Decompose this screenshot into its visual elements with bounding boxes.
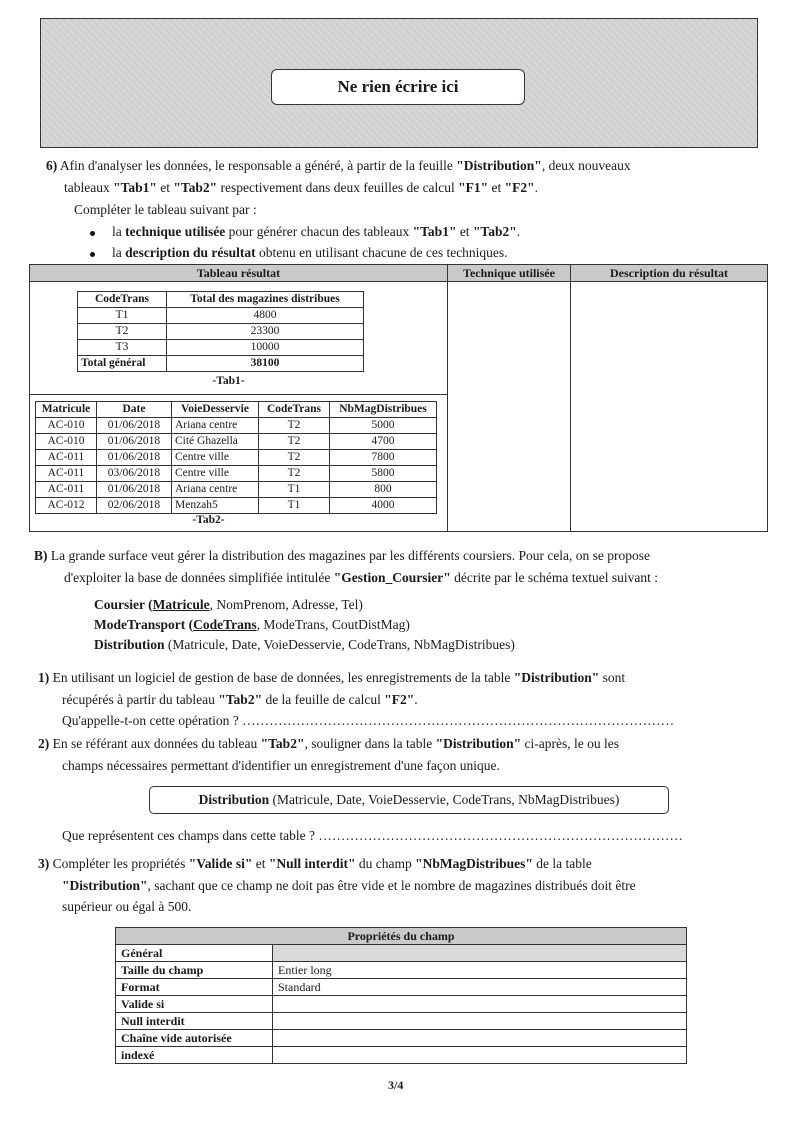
props-chaine-vide-value[interactable] [273,1030,687,1047]
field-properties-table [115,927,687,1064]
table-row: AC-011 03/06/2018 Centre ville T2 5800 [36,466,437,482]
q6-bullet2: la description du résultat obtenu en utilisant chacune de ces techniques. [112,245,508,260]
partb-line1: B) La grande surface veut gérer la distribution des magazines par les différents coursiers. Pour cela, on se propose [34,548,651,563]
table-row-total: Total général 38100 [78,356,364,372]
props-indexe-value[interactable] [273,1047,687,1064]
q6-line1: 6) Afin d'analyser les données, le responsable a généré, à partir de la feuille "Distribution", deux nouveaux [46,158,631,173]
tab1-col-codetrans: CodeTrans [78,292,167,308]
do-not-write-label: Ne rien écrire ici [271,69,525,105]
table-row: Valide si [116,996,687,1013]
schema-coursier: Coursier (Matricule, NomPrenom, Adresse, Tel) [94,597,363,612]
bullet-icon [90,252,95,257]
props-general-tab[interactable]: Général [116,945,273,962]
q6-line2: tableaux "Tab1" et "Tab2" respectivement dans deux feuilles de calcul "F1" et "F2". [64,180,539,195]
tab2-caption: -Tab2- [192,514,225,526]
q2-line2: champs nécessaires permettant d'identifier un enregistrement d'une façon unique. [62,758,500,773]
table-row: T1 4800 [78,308,364,324]
props-null-interdit-value[interactable] [273,1013,687,1030]
schema-distribution: Distribution (Matricule, Date, VoieDesservie, CodeTrans, NbMagDistribues) [94,637,515,652]
q2-answer-line[interactable]: Que représentent ces champs dans cette table ? ……………………………………………………………………… [62,828,683,843]
props-title: Propriétés du champ [116,928,687,945]
q2-line1: 2) En se référant aux données du tableau "Tab2", souligner dans la table "Distribution" ci-après, le ou les [38,736,620,751]
do-not-write-area [40,18,758,148]
q6-instruction: Compléter le tableau suivant par : [74,202,257,217]
props-taille-value[interactable]: Entier long [273,962,687,979]
tab2-cell [30,395,448,532]
tab2-col-voie: VoieDesservie [172,402,259,418]
table-row: indexé [116,1047,687,1064]
tab1-col-total: Total des magazines distribues [167,292,364,308]
table-row: AC-010 01/06/2018 Cité Ghazella T2 4700 [36,434,437,450]
q1-line1: 1) En utilisant un logiciel de gestion de base de données, les enregistrements de la table "Distribution" sont [38,670,626,685]
table-row: AC-011 01/06/2018 Ariana centre T1 800 [36,482,437,498]
table-row: Null interdit [116,1013,687,1030]
page-number: 3/4 [388,1078,404,1092]
table-row: AC-011 01/06/2018 Centre ville T2 7800 [36,450,437,466]
table-row: Format Standard [116,979,687,996]
tab1-caption: -Tab1- [212,375,245,387]
tab1-table [77,291,364,372]
header-description: Description du résultat [571,265,768,282]
props-valide-si-value[interactable] [273,996,687,1013]
table-row: Taille du champ Entier long [116,962,687,979]
q3-line1: 3) Compléter les propriétés "Valide si" et "Null interdit" du champ "NbMagDistribues" de la table [38,856,592,871]
table-row: T3 10000 [78,340,364,356]
q1-answer-line[interactable]: Qu'appelle-t-on cette opération ? …………………………………………………………………………………… [62,713,675,728]
q3-line3: supérieur ou égal à 500. [62,899,192,914]
result-table [29,264,768,532]
tab2-col-nbmag: NbMagDistribues [330,402,437,418]
schema-modetransport: ModeTransport (CodeTrans, ModeTrans, CoutDistMag) [94,617,410,632]
table-row: Chaîne vide autorisée [116,1030,687,1047]
partb-line2: d'exploiter la base de données simplifiée intitulée "Gestion_Coursier" décrite par le schéma textuel suivant : [64,570,659,585]
q3-line2: "Distribution", sachant que ce champ ne doit pas être vide et le nombre de magazines distribués doit être [62,878,636,893]
tab2-col-codetrans: CodeTrans [259,402,330,418]
table-row: AC-010 01/06/2018 Ariana centre T2 5000 [36,418,437,434]
tab1-cell [30,282,448,395]
q6-bullet1: la technique utilisée pour générer chacun des tableaux "Tab1" et "Tab2". [112,224,521,239]
table-row: AC-012 02/06/2018 Menzah5 T1 4000 [36,498,437,514]
tab2-table [35,401,437,514]
q1-line2: récupérés à partir du tableau "Tab2" de la feuille de calcul "F2". [62,692,418,707]
props-format-value[interactable]: Standard [273,979,687,996]
technique-answer-cell[interactable] [448,282,571,532]
table-row: T2 23300 [78,324,364,340]
bullet-icon [90,231,95,236]
tab2-col-date: Date [97,402,172,418]
description-answer-cell[interactable] [571,282,768,532]
tab2-col-matricule: Matricule [36,402,97,418]
header-tableau-resultat: Tableau résultat [30,265,448,282]
distribution-schema-box[interactable]: Distribution (Matricule, Date, VoieDesservie, CodeTrans, NbMagDistribues) [149,786,669,814]
header-technique: Technique utilisée [448,265,571,282]
